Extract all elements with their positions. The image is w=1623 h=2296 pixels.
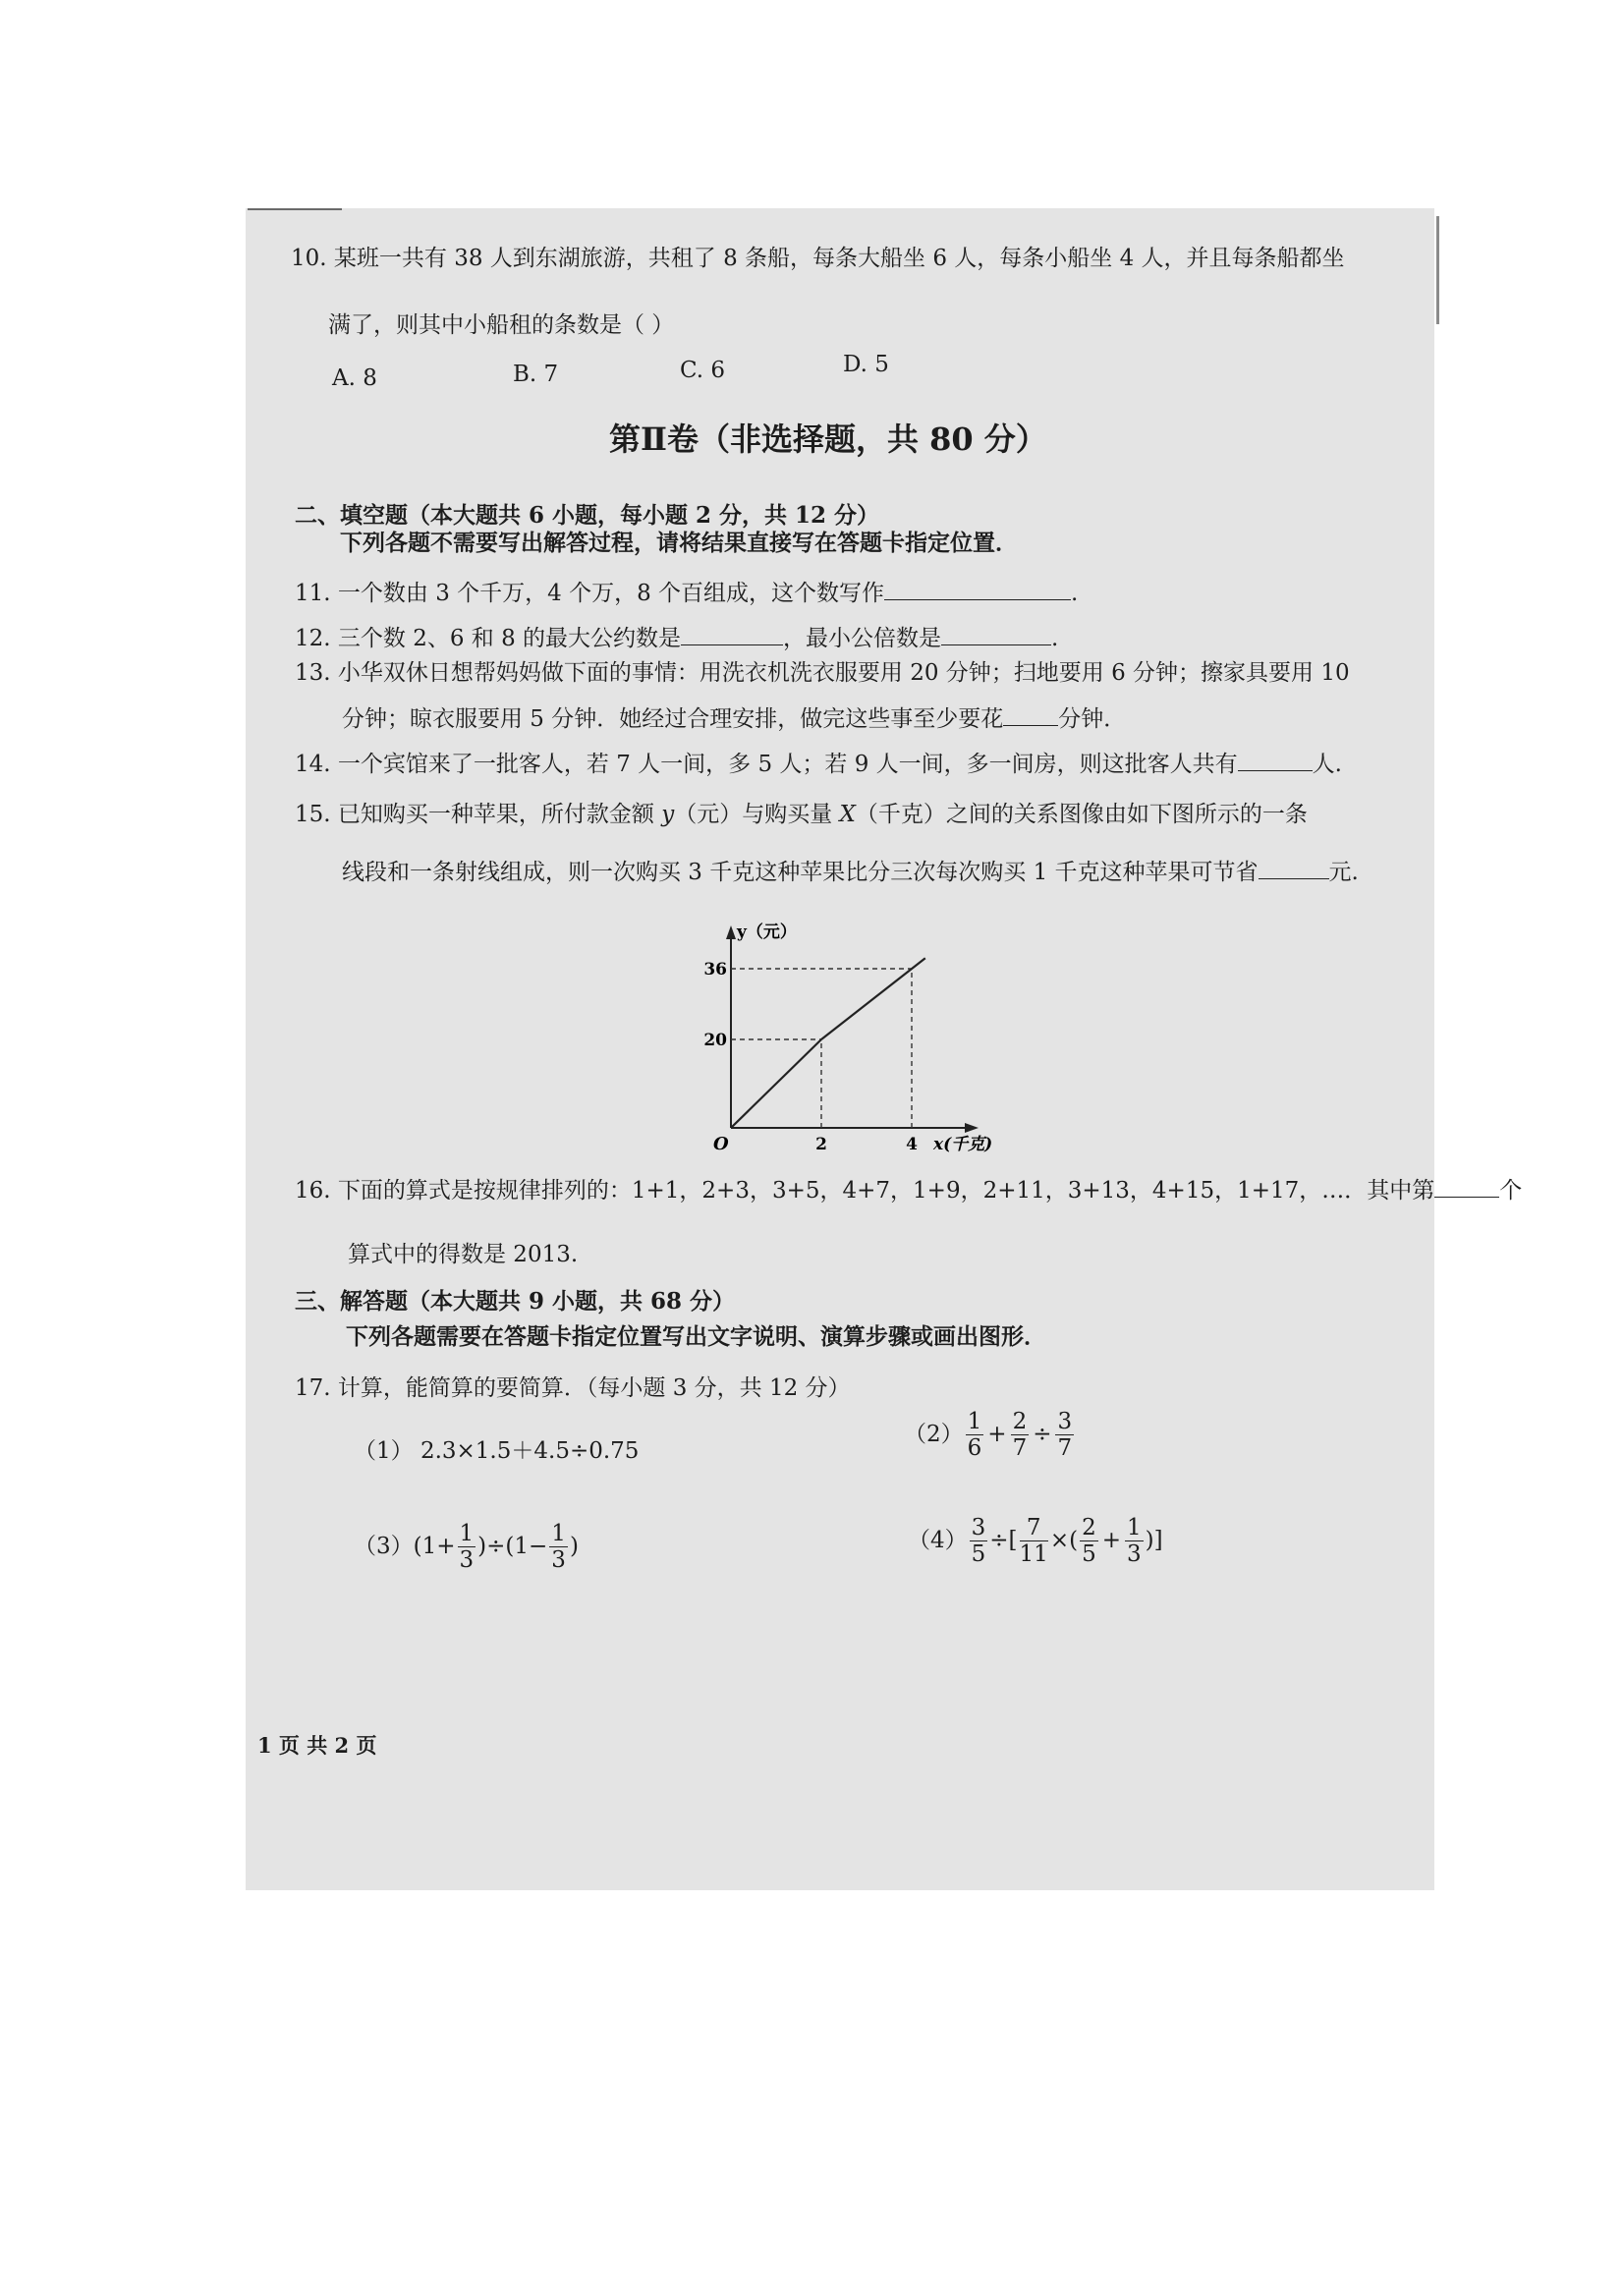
q10-option-a: A. 8: [332, 365, 377, 391]
q16-end: 个: [1499, 1178, 1523, 1204]
q17-part1-expression: 2.3×1.5＋4.5÷0.75: [420, 1438, 640, 1464]
price-line-segment: [731, 1039, 821, 1128]
section3-header: 三、解答题（本大题共 9 小题，共 68 分）: [295, 1288, 736, 1315]
q14: [295, 749, 1342, 779]
q15-text-c: （千克）之间的关系图像由如下图所示的一条: [855, 802, 1308, 827]
q17-part3: [354, 1515, 579, 1578]
q16-line2: 算式中的得数是 2013.: [348, 1242, 579, 1267]
q11-answer-blank[interactable]: [884, 578, 1071, 600]
q15-answer-blank[interactable]: [1259, 857, 1329, 879]
x-axis-arrow: [965, 1123, 979, 1133]
section2-instruction: 下列各题不需要写出解答过程，请将结果直接写在答题卡指定位置．: [340, 530, 1018, 556]
q15-line2-text: 线段和一条射线组成，则一次购买 3 千克这种苹果比分三次每次购买 1 千克这种苹果可节省: [342, 860, 1259, 885]
x-tick-label: 4: [906, 1135, 918, 1154]
q13-answer-blank[interactable]: [1003, 703, 1058, 726]
q17-part1: [354, 1436, 639, 1466]
q16-text: 16. 下面的算式是按规律排列的：1+1，2+3，3+5，4+7，1+9，2+11，3+13，4+15，1+17，…．其中第: [295, 1178, 1435, 1204]
q13-line2: [342, 703, 1126, 734]
q12: [295, 623, 1058, 653]
q15-line2-end: 元.: [1328, 860, 1359, 885]
q12-lcm-blank[interactable]: [941, 623, 1051, 645]
fraction: $\frac{7}{11}$: [1019, 1514, 1048, 1567]
q11-end: .: [1071, 581, 1079, 606]
q10-option-b: B. 7: [513, 362, 559, 387]
q16-line1: [295, 1175, 1522, 1205]
fraction: $\frac{3}{5}$: [971, 1514, 986, 1567]
q14-answer-blank[interactable]: [1238, 749, 1313, 771]
q10-option-c: C. 6: [680, 358, 726, 383]
q17-part4-label: （4）: [908, 1528, 968, 1553]
q12-end: .: [1051, 626, 1059, 651]
part2-title: 第Ⅱ卷（非选择题，共 80 分）: [609, 420, 1047, 458]
fraction: $\frac{2}{5}$: [1082, 1514, 1096, 1567]
page-footer: 1 页 共 2 页: [257, 1733, 377, 1758]
q15-line1: [295, 800, 1308, 829]
scan-edge-mark: [1436, 216, 1439, 324]
q13-line2-text: 分钟；晾衣服要用 5 分钟．她经过合理安排，做完这些事至少要花: [342, 706, 1004, 732]
q12-gcd-blank[interactable]: [681, 623, 783, 645]
section3-instruction: 下列各题需要在答题卡指定位置写出文字说明、演算步骤或画出图形．: [346, 1323, 1046, 1350]
q14-end: 人.: [1312, 752, 1342, 777]
q17-part2: [904, 1403, 1076, 1466]
fraction: $\frac{1}{6}$: [967, 1408, 982, 1461]
fraction: $\frac{3}{7}$: [1057, 1408, 1073, 1461]
q10-line2: 满了，则其中小船租的条数是（ ）: [328, 312, 675, 338]
q17-part4: [908, 1509, 1163, 1572]
q13-line2-end: 分钟．: [1058, 706, 1127, 732]
q11: [295, 578, 1078, 608]
fraction: $\frac{1}{3}$: [1126, 1514, 1142, 1567]
q11-text: 11. 一个数由 3 个千万，4 个万，8 个百组成，这个数写作: [295, 581, 885, 606]
y-tick-label: 20: [703, 1031, 727, 1050]
fraction: $\frac{1}{3}$: [459, 1520, 475, 1573]
x-axis-label: x(千克): [933, 1135, 993, 1154]
q17-part1-label: （1）: [354, 1438, 414, 1464]
q12-text-b: ，最小公倍数是: [783, 626, 942, 651]
fraction: $\frac{1}{3}$: [551, 1520, 566, 1573]
q17-part3-label: （3）: [354, 1534, 414, 1559]
y-axis-arrow: [726, 925, 736, 939]
q15-var-y: y: [661, 802, 675, 827]
q17-part2-label: （2）: [904, 1422, 964, 1447]
q17-part2-expression: $\frac{1}{6}$ + $\frac{2}{7}$ ÷ $\frac{3}{7}$: [967, 1408, 1073, 1461]
q13-line1: 13. 小华双休日想帮妈妈做下面的事情：用洗衣机洗衣服要用 20 分钟；扫地要用 6 分钟；擦家具要用 10: [295, 660, 1350, 686]
section2-header: 二、填空题（本大题共 6 小题，每小题 2 分，共 12 分）: [295, 502, 880, 529]
x-tick-label: 2: [815, 1135, 827, 1154]
y-tick-label: 36: [703, 960, 727, 980]
q15-text-b: （元）与购买量: [674, 802, 833, 827]
q15-chart: [688, 914, 1002, 1159]
q12-text-a: 12. 三个数 2、6 和 8 的最大公约数是: [295, 626, 682, 651]
q16-answer-blank[interactable]: [1434, 1175, 1499, 1198]
q10-option-d: D. 5: [843, 352, 889, 377]
y-axis-label: y（元）: [737, 923, 797, 942]
q17-part4-expression: $\frac{3}{5}$ ÷[ $\frac{7}{11}$ ×( $\frac{2}{5}$ + $\frac{1}{3}$ )]: [971, 1514, 1163, 1567]
q15-text-a: 15. 已知购买一种苹果，所付款金额: [295, 802, 654, 827]
q14-text: 14. 一个宾馆来了一批客人，若 7 人一间，多 5 人；若 9 人一间，多一间房，则这批客人共有: [295, 752, 1238, 777]
q15-var-x: X: [839, 802, 856, 827]
q17-title: 17. 计算，能简算的要简算．（每小题 3 分，共 12 分）: [295, 1375, 851, 1401]
q17-part3-expression: (1+ $\frac{1}{3}$ )÷(1− $\frac{1}{3}$ ): [413, 1520, 579, 1573]
scan-edge-mark: [248, 208, 342, 210]
fraction: $\frac{2}{7}$: [1012, 1408, 1028, 1461]
q15-line2: [342, 857, 1359, 887]
q10-line1: 10. 某班一共有 38 人到东湖旅游，共租了 8 条船，每条大船坐 6 人，每条小船坐 4 人，并且每条船都坐: [291, 246, 1345, 271]
origin-label: O: [713, 1134, 729, 1154]
price-line-ray: [821, 958, 925, 1039]
